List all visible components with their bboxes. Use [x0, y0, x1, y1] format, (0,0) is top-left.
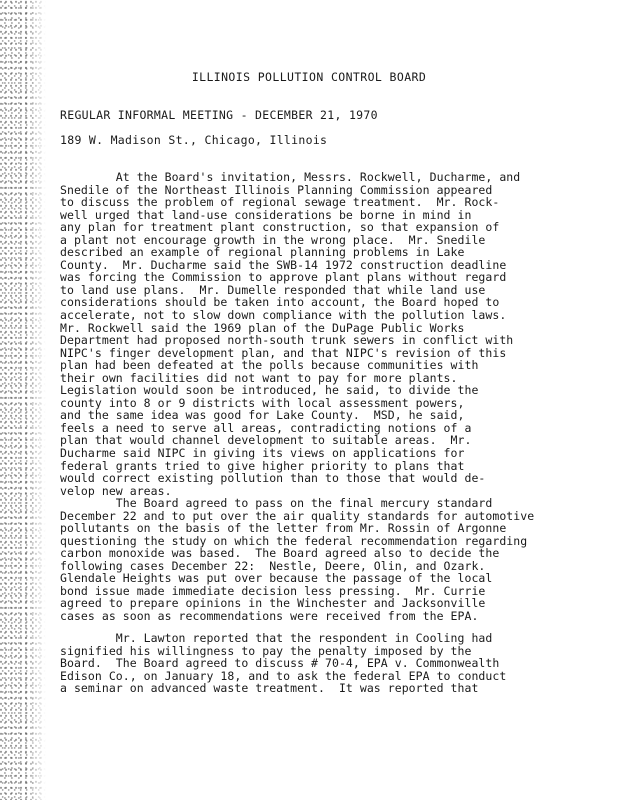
- text-line: was forcing the Commission to approve plant plans without regard: [60, 270, 507, 285]
- text-line: Glendale Heights was put over because the passage of the local: [60, 571, 493, 586]
- text-line: Mr. Rockwell said the 1969 plan of the DuPage Public Works: [60, 320, 465, 335]
- text-line: NIPC's finger development plan, and that NIPC's revision of this: [60, 345, 507, 360]
- text-line: any plan for treatment plant construction, so that expansion of: [60, 220, 500, 235]
- document-heading: ILLINOIS POLLUTION CONTROL BOARD: [191, 70, 427, 84]
- text-line: considerations should be taken into account, the Board hoped to: [60, 295, 500, 310]
- text-line: to discuss the problem of regional sewage treatment. Mr. Rock-: [60, 195, 500, 210]
- text-line: well urged that land-use considerations be borne in mind in: [60, 207, 472, 222]
- text-line: Ducharme said NIPC in giving its views on applications for: [60, 446, 465, 461]
- text-line: federal grants tried to give higher priority to plans that: [60, 458, 465, 473]
- text-line: would correct existing pollution than to those that would de-: [60, 471, 486, 486]
- text-line: Board. The Board agreed to discuss # 70-4, EPA v. Commonwealth: [60, 656, 500, 671]
- paragraph-board-agenda: [60, 496, 535, 623]
- text-line: Legislation would soon be introduced, he said, to divide the: [60, 383, 479, 398]
- text-line: and the same idea was good for Lake County. MSD, he said,: [60, 408, 465, 423]
- text-line: plan that would channel development to suitable areas. Mr.: [60, 433, 472, 448]
- text-line: December 22 and to put over the air quality standards for automotive: [60, 508, 535, 523]
- text-line: The Board agreed to pass on the final mercury standard: [60, 496, 493, 510]
- text-line: cases as soon as recommendations were received from the EPA.: [60, 608, 479, 623]
- text-line: agreed to prepare opinions in the Winchester and Jacksonville: [60, 596, 486, 611]
- text-line: County. Mr. Ducharme said the SWB-14 1972 construction deadline: [60, 257, 507, 272]
- text-line: feels a need to serve all areas, contradicting notions of a: [60, 420, 472, 435]
- text-line: plan had been defeated at the polls because communities with: [60, 358, 479, 373]
- text-line: pollutants on the basis of the letter from Mr. Rossin of Argonne: [60, 521, 507, 536]
- text-line: their own facilities did not want to pay for more plants.: [60, 370, 458, 385]
- text-line: described an example of regional planning problems in Lake: [60, 245, 465, 260]
- meeting-title: REGULAR INFORMAL MEETING - DECEMBER 21, 1970: [60, 108, 378, 122]
- text-line: signified his willingness to pay the penalty imposed by the: [60, 643, 472, 658]
- paragraph-regional-sewage: [60, 170, 521, 498]
- text-line: a seminar on advanced waste treatment. It was reported that: [60, 681, 479, 696]
- meeting-address: 189 W. Madison St., Chicago, Illinois: [60, 133, 328, 147]
- text-line: At the Board's invitation, Messrs. Rockwell, Ducharme, and: [60, 170, 521, 184]
- text-line: county into 8 or 9 districts with local assessment powers,: [60, 395, 465, 410]
- text-line: bond issue made immediate decision less pressing. Mr. Currie: [60, 583, 486, 598]
- text-line: Edison Co., on January 18, and to ask the federal EPA to conduct: [60, 668, 507, 683]
- text-line: Department had proposed north-south trunk sewers in conflict with: [60, 333, 514, 348]
- text-line: Snedile of the Northeast Illinois Planning Commission appeared: [60, 182, 493, 197]
- text-line: to land use plans. Mr. Dumelle responded that while land use: [60, 282, 486, 297]
- paragraph-cooling-penalty: [60, 631, 507, 696]
- text-line: following cases December 22: Nestle, Deere, Olin, and Ozark.: [60, 558, 486, 573]
- text-line: carbon monoxide was based. The Board agreed also to decide the: [60, 546, 500, 561]
- text-line: a plant not encourage growth in the wrong place. Mr. Snedile: [60, 232, 486, 247]
- text-line: velop new areas.: [60, 483, 172, 498]
- text-line: accelerate, not to slow down compliance with the pollution laws.: [60, 308, 507, 323]
- text-line: Mr. Lawton reported that the respondent in Cooling had: [60, 631, 493, 645]
- text-line: questioning the study on which the federal recommendation regarding: [60, 533, 528, 548]
